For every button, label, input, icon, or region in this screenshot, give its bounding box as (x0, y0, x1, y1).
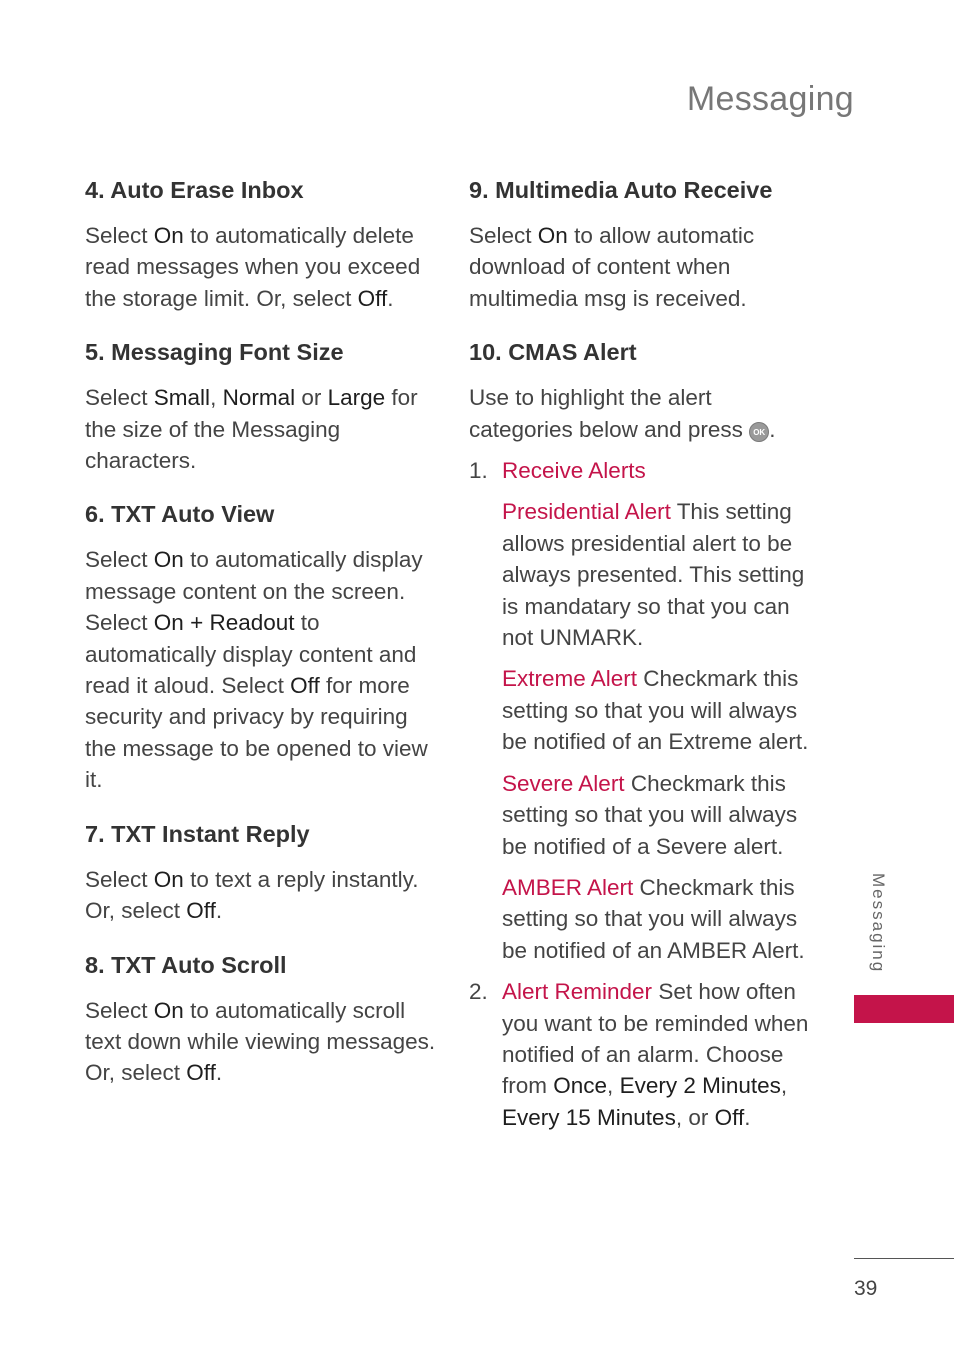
option-off: Off (714, 1104, 745, 1130)
page-title: Messaging (686, 80, 854, 118)
option-on: On (153, 997, 184, 1023)
side-tab-marker (854, 995, 954, 1023)
section-body: Select On to automatically scroll text down while viewing messages. Or, select Off. (85, 997, 436, 1086)
section-txt-auto-scroll (85, 949, 440, 1089)
alert-reminder-desc: Alert Reminder Set how often you want to be reminded when notified of an alarm. Choose from Once, Every 2 Minutes, Every 15 Minutes, or Off. (502, 979, 809, 1130)
option-on: On (153, 223, 184, 248)
presidential-alert-label: Presidential Alert (502, 499, 671, 525)
list-number: 2. (469, 979, 488, 1005)
option-normal: Normal (222, 385, 296, 411)
section-multimedia-auto-receive (469, 174, 821, 314)
section-heading: 4. Auto Erase Inbox (85, 177, 304, 203)
list-number: 1. (469, 458, 488, 484)
section-heading: 9. Multimedia Auto Receive (469, 177, 773, 203)
presidential-alert-desc: Presidential Alert This setting allows presidential alert to be always presented. This setting is mandatary so that you can not UNMARK. (502, 499, 805, 651)
section-heading: 6. TXT Auto View (85, 501, 275, 528)
option-off: Off (357, 285, 388, 311)
section-body: Select On to allow automatic download of content when multimedia msg is received. (469, 223, 755, 311)
section-intro: Use to highlight the alert categories below and press OK . (469, 385, 776, 442)
receive-alerts-label: Receive Alerts (502, 458, 646, 484)
severe-alert-desc: Severe Alert Checkmark this setting so that you will always be notified of a Severe alert. (502, 770, 798, 859)
alert-reminder-label: Alert Reminder (502, 979, 653, 1005)
list-item-alert-reminder (469, 976, 821, 1133)
section-heading: 10. CMAS Alert (469, 339, 637, 366)
ok-key-icon: OK (749, 422, 769, 442)
option-on: On (153, 547, 184, 573)
section-auto-erase-inbox (85, 174, 440, 314)
section-heading: 7. TXT Instant Reply (85, 820, 310, 847)
option-off: Off (186, 1060, 216, 1086)
list-item-receive-alerts (469, 455, 821, 966)
option-small: Small (153, 385, 211, 411)
option-every-15-minutes: Every 15 Minutes (502, 1104, 676, 1130)
option-off: Off (186, 898, 216, 924)
page-number: 39 (854, 1277, 878, 1300)
amber-alert-desc: AMBER Alert Checkmark this setting so that you will always be notified of an AMBER Alert. (502, 874, 805, 963)
section-txt-instant-reply (85, 818, 440, 927)
extreme-alert-label: Extreme Alert (502, 666, 638, 692)
option-on-readout: On + Readout (153, 610, 295, 636)
section-body: Select Small, Normal or Large for the size of the Messaging characters. (85, 385, 418, 474)
section-cmas-alert (469, 336, 821, 1133)
option-off: Off (290, 673, 320, 699)
option-large: Large (327, 385, 386, 411)
amber-alert-label: AMBER Alert (502, 874, 634, 900)
severe-alert-label: Severe Alert (502, 770, 625, 796)
extreme-alert-desc: Extreme Alert Checkmark this setting so that you will always be notified of an Extreme alert. (502, 666, 809, 755)
section-heading: 8. TXT Auto Scroll (85, 951, 287, 978)
footer-divider (854, 1258, 954, 1259)
section-messaging-font-size (85, 336, 440, 476)
option-on: On (153, 866, 184, 892)
section-body: Select On to text a reply instantly. Or, select Off. (85, 866, 419, 924)
list-label (502, 455, 821, 486)
option-once: Once (553, 1073, 608, 1099)
right-column (469, 174, 821, 1143)
section-txt-auto-view (85, 498, 440, 795)
option-on: On (537, 223, 568, 248)
section-heading: 5. Messaging Font Size (85, 339, 344, 366)
option-every-2-minutes: Every 2 Minutes (619, 1073, 781, 1099)
section-body: Select On to automatically display message content on the screen. Select On + Readout to automatically display content and read it aloud. Select Off for more security and privacy by requiring the message to be opened to view it. (85, 547, 428, 793)
left-column (85, 174, 440, 1111)
section-body: Select On to automatically delete read messages when you exceed the storage limit. Or, select Off. (85, 223, 421, 311)
side-tab-label: Messaging (869, 873, 888, 974)
